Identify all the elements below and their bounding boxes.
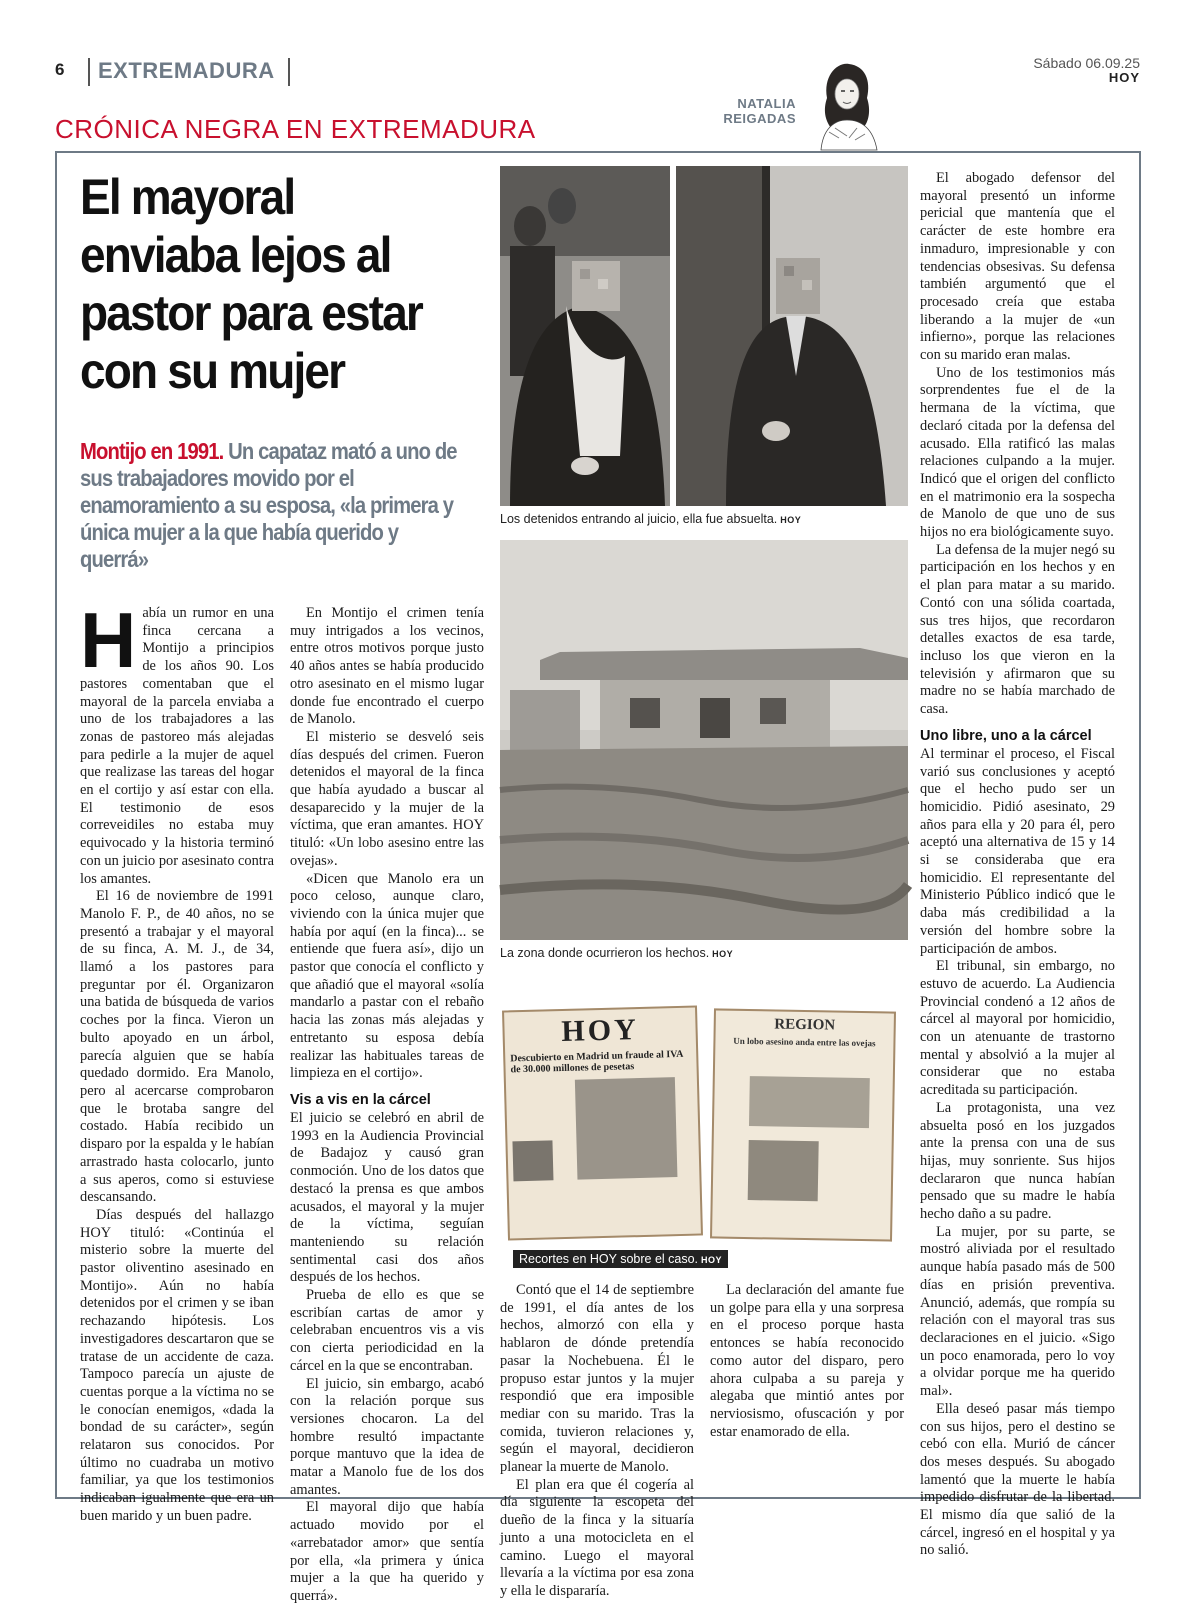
body-column <box>920 170 1115 1560</box>
body-paragraph: Prueba de ello es que se escribían cartas de amor y celebraban encuentros vis a vis con cierta periodicidad en la cárcel en la que se encontraban. <box>290 1287 484 1374</box>
body-paragraph: El mayoral dijo que había actuado movido por el «arrebatador amor» que sentía por ella, «la primera y única mujer a la que ha querido y querrá». <box>290 1499 484 1604</box>
author-first-name: NATALIA <box>737 96 796 111</box>
section-name: EXTREMADURA <box>98 58 275 83</box>
newspaper-name: HOY <box>1108 70 1140 85</box>
body-paragraph: El 16 de noviembre de 1991 Manolo F. P., de 40 años, no se presentó a trabajar y el mayoral de su finca, A. M. J., de 34, llamó a los pastores para preguntar por él. Organizaron una batida de búsqueda de varios coches por la finca. Vieron un bulto apoyado en un árbol, parecía alguien que se había quedado dormido. Era Manolo, pero al acercarse comprobaron que le brotaba sangre del costado. Había recibido un disparo por la espalda y le habían arrastrado hasta colocarlo, junto a sus aperos, como si estuviese descansando. <box>80 888 274 1206</box>
body-paragraph: La defensa de la mujer negó su participación en los hechos y en el plan para matar a su marido. Contó con una sólida coartada, sus tres hijos, que recordaron detalles exactos de esa tarde, incluso los que vieron en la televisión y afirmaron que su madre no se había marchado de casa. <box>920 541 1116 718</box>
body-paragraph: El plan era que él cogería al día siguiente la escopeta del dueño de la finca y la situaría junto a una motocicleta en el camino. Luego el mayoral llevaría a la víctima por esa zona y ella le dispararía. <box>500 1476 694 1599</box>
body-paragraph: «Dicen que Manolo era un poco celoso, aunque claro, viviendo con la única mujer que había por aquí (en la finca)... se entiende que fuera así», dijo un pastor que conocía el conflicto y que añadió que el mayoral «solía mandarlo a pastar con el rebaño hacia las zonas más alejadas y entretanto su esposa debía realizar las habituales tareas de limpieza en el cortijo». <box>290 870 484 1082</box>
caption-text: Los detenidos entrando al juicio, ella fue absuelta. <box>500 512 778 526</box>
author-last-name: REIGADAS <box>723 111 796 126</box>
body-paragraph: Días después del hallazgo HOY tituló: «Continúa el misterio sobre la muerte del pastor oliventino asesinado en Montijo». Aún no había detenidos por el crimen y se iban rechazando hipótesis. Los investigadores descartaron que se tratase de un accidente de caza. Tampoco parecía un ajuste de cuentas porque a la víctima no se le conocían enemigos, «dada la bondad de su carácter», según relataron sus conocidos. Por último no cuadraba un motivo familiar, ya que los testimonios indicaban igualmente que era un buen marido y un buen padre. <box>80 1206 274 1524</box>
body-paragraph: Había un rumor en una finca cercana a Montijo a principios de los años 90. Los pastores comentaban que el mayoral de la parcela enviaba a uno de los trabajadores a las zonas de pastoreo más alejadas para pedirle a la mujer de aquel que realizase las tareas del hogar en el cortijo y así estar con ella. El testimonio de esos correveidiles no estaba muy equivocado y la historia terminó con un juicio por asesinato contra los amantes. <box>80 596 274 887</box>
section-rubric: CRÓNICA NEGRA EN EXTREMADURA <box>55 114 536 144</box>
photo-crime-scene <box>500 540 908 940</box>
photo-caption <box>500 512 801 526</box>
author-byline <box>708 96 796 126</box>
body-paragraph: El juicio se celebró en abril de 1993 en la Audiencia Provincial de Badajoz y causó gran conmoción. Uno de los datos que destacó la prensa es que ambos acusados, el mayoral y la mujer de la víctima, seguían manteniendo su relación sentimental casi dos años después de los hechos. <box>290 1109 484 1286</box>
header-divider <box>288 58 290 86</box>
subheading: Uno libre, uno a la cárcel <box>920 727 1092 744</box>
newspaper-clipping-region <box>710 1008 896 1241</box>
body-paragraph: La protagonista, una vez absuelta posó en los juzgados ante la prensa con una de sus hijas, muy sonriente. Sus hijos declararon que nunca habían pensado que su madre le había hecho daño a su padre. <box>920 1099 1115 1223</box>
clipping-headline: Descubierto en Madrid un fraude al IVA de 30.000 millones de pesetas <box>510 1048 683 1076</box>
headline <box>80 168 457 400</box>
newspaper-clipping-front <box>502 1005 703 1240</box>
body-paragraph: El juicio, sin embargo, acabó con la relación porque sus versiones chocaron. La del hombre resultó impactante porque mantuvo que la idea de matar a Manolo fue de los dos amantes. <box>290 1375 484 1498</box>
clipping-photo <box>512 1140 553 1181</box>
body-column <box>290 605 484 1606</box>
body-column <box>500 1282 694 1601</box>
photo-credit: HOY <box>712 949 734 959</box>
clipping-photo <box>749 1076 870 1128</box>
photo-credit: HOY <box>780 515 802 525</box>
kicker <box>80 438 467 573</box>
caption-text: Recortes en HOY sobre el caso. <box>519 1252 699 1266</box>
body-paragraph: El tribunal, sin embargo, no estuvo de acuerdo. La Audiencia Provincial condenó a 12 años de cárcel al mayoral por homicidio, con un atenuante de trastorno mental y absolvió a la mujer al considerar que no estaba acreditada su participación. <box>920 958 1115 1099</box>
body-paragraph: Uno de los testimonios más sorprendentes fue el de la hermana de la víctima, que declaró citada por la defensa del acusado. Ella ratificó las malas relaciones culpando a la mujer. Indicó que el origen del conflicto en el matrimonio era la sospecha de Manolo de que uno de sus hijos no era biológicamente suyo. <box>920 364 1115 541</box>
body-paragraph: La declaración del amante fue un golpe para ella y una sorpresa en el proceso porque hasta entonces se había reconocido como autor del disparo, pero ahora culpaba a su pareja y alegaba que mintió antes por nerviosismo, ofuscación y por estar enamorado de ella. <box>710 1282 904 1440</box>
clipping-photo <box>748 1140 819 1201</box>
photo-credit: HOY <box>701 1255 723 1265</box>
headline-line: pastor para estar <box>80 285 423 341</box>
author-portrait <box>805 58 885 150</box>
body-paragraph: Al terminar el proceso, el Fiscal varió sus conclusiones y aceptó que el hecho pudo ser un homicidio. Pidió asesinato, 29 años para ella y 20 para él, pero aceptó una alternativa de 15 y 14 si se consideraba que era homicidio. El representante del Ministerio Público indicó que le daba más credibilidad a la versión del hombre sobre la participación de ambos. <box>920 745 1115 957</box>
body-paragraph: Contó que el 14 de septiembre de 1991, el día antes de los hechos, almorzó con ella y hablaron de dónde pretendía pasar la Nochebuena. Él le propuso estar juntos y la mujer respondió que era imposible mediar con su marido. Tras la comida, tuvieron relaciones y, según el mayoral, decidieron planear la muerte de Manolo. <box>500 1282 694 1476</box>
issue-date: Sábado 06.09.25 <box>1033 55 1140 71</box>
body-paragraph: El abogado defensor del mayoral presentó un informe pericial que mantenía que el carácter de este hombre era inmaduro, impresionable y con tendencias obsesivas. Su defensa también argumentó que el procesado creía que estaba liberando a la mujer de «un infierno», porque las relaciones con su marido eran malas. <box>920 170 1115 364</box>
body-paragraph: La mujer, por su parte, se mostró aliviada por el resultado aunque había pasado más de 500 días en prisión preventiva. Anunció, además, que rompía su relación con el mayoral tras sus declaraciones en el juicio. «Sigo un poco enamorada, pero lo voy a olvidar porque me ha querido mal». <box>920 1223 1115 1400</box>
clipping-headline: Un lobo asesino anda entre las ovejas <box>733 1035 876 1049</box>
photo-defendants-left <box>500 166 670 506</box>
subheading: Vis a vis en la cárcel <box>290 1091 431 1108</box>
headline-line: enviaba lejos al <box>80 227 391 283</box>
photo-caption <box>513 1250 728 1268</box>
clipping-masthead: HOY <box>560 1013 640 1049</box>
clipping-section: REGION <box>774 1016 836 1034</box>
headline-line: con su mujer <box>80 343 345 399</box>
caption-text: La zona donde ocurrieron los hechos. <box>500 946 710 960</box>
photo-defendants-right <box>676 166 908 506</box>
kicker-lead: Montijo en 1991. <box>80 438 224 464</box>
body-column <box>710 1282 904 1441</box>
drop-cap: H <box>80 596 137 684</box>
headline-line: El mayoral <box>80 169 295 225</box>
body-paragraph: Ella deseó pasar más tiempo con sus hijos, pero el destino se cebó con ella. Murió de cáncer dos meses después. Su abogado lamentó que la muerte le había impedido disfrutar de la libertad. El mismo día que salió de la cárcel, ingresó en el hospital y ya no salió. <box>920 1400 1115 1559</box>
header-divider <box>88 58 90 86</box>
body-paragraph: El misterio se desveló seis días después del crimen. Fueron detenidos el mayoral de la finca que había ayudado a buscar al desaparecido y la mujer de la víctima, que eran amantes. HOY tituló: «Un lobo asesino entre las ovejas». <box>290 728 484 869</box>
body-paragraph: En Montijo el crimen tenía muy intrigados a los vecinos, entre otros motivos porque justo 40 años antes se había producido otro asesinato en el mismo lugar donde fue encontrado el cuerpo de Manolo. <box>290 605 484 728</box>
photo-caption <box>500 946 733 960</box>
page-number: 6 <box>55 60 65 79</box>
body-column <box>80 596 274 1526</box>
kicker-text: Un capataz mató a uno de sus trabajadores movido por el enamoramiento a su esposa, «la primera y única mujer a la que había querido y querrá» <box>80 438 457 572</box>
clipping-photo <box>575 1077 678 1180</box>
